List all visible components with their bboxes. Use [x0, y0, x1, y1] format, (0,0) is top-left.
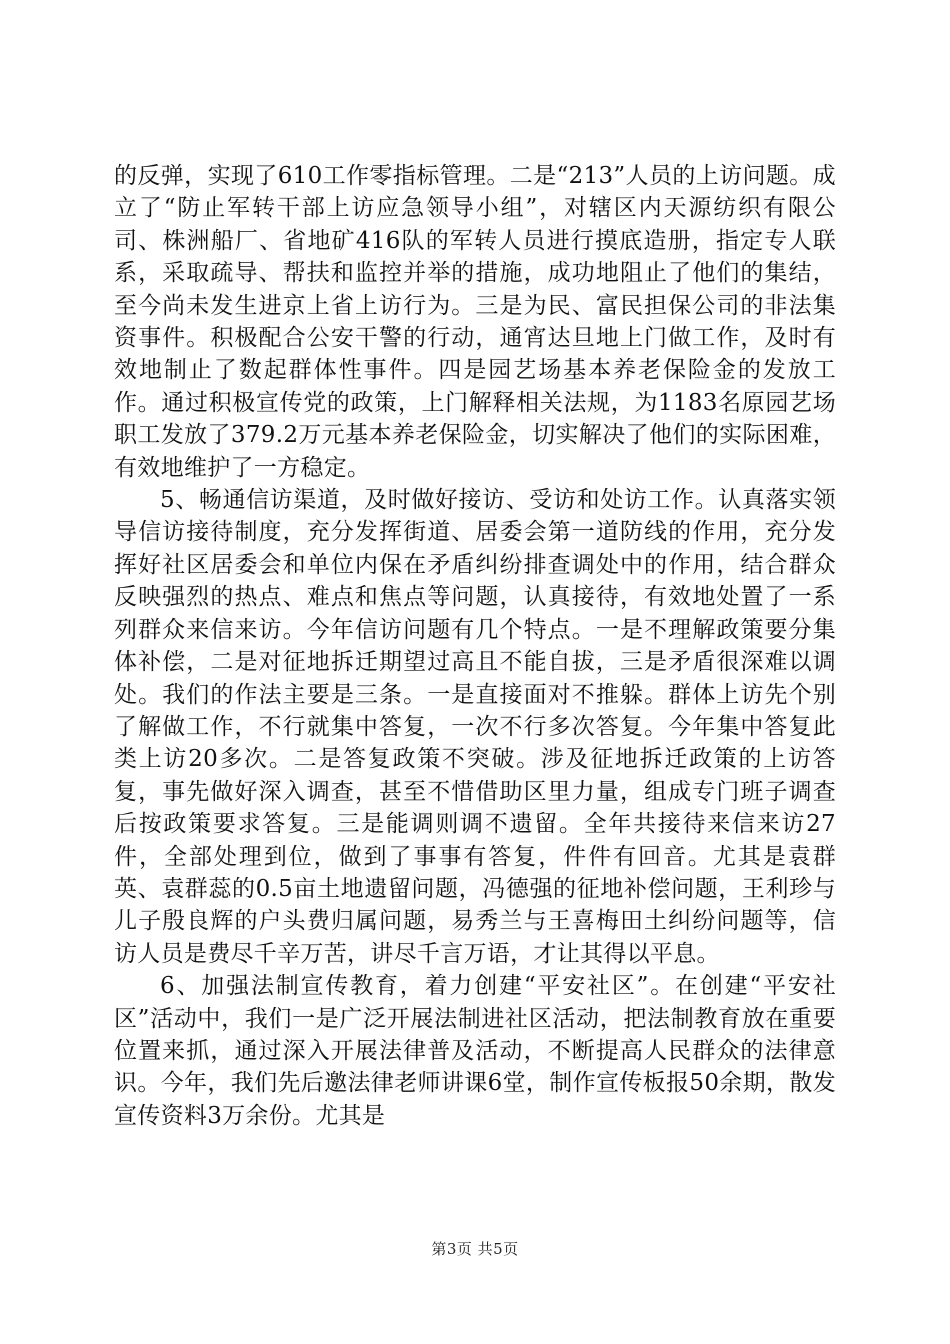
paragraph-2: 5、畅通信访渠道，及时做好接访、受访和处访工作。认真落实领导信访接待制度，充分发挥街道、居委会第一道防线的作用，充分发挥好社区居委会和单位内保在矛盾纠纷排查调处中的作用，结合群众反映强烈的热点、难点和焦点等问题，认真接待，有效地处置了一系列群众来信来访。今年信访问题有几个特点。一是不理解政策要分集体补偿，二是对征地拆迁期望过高且不能自拔，三是矛盾很深难以调处。我们的作法主要是三条。一是直接面对不推躲。群体上访先个别了解做工作，不行就集中答复，一次不行多次答复。今年集中答复此类上访20多次。二是答复政策不突破。涉及征地拆迁政策的上访答复，事先做好深入调查，甚至不惜借助区里力量，组成专门班子调查后按政策要求答复。三是能调则调不遗留。全年共接待来信来访27件，全部处理到位，做到了事事有答复，件件有回音。尤其是袁群英、袁群蕊的0.5亩土地遗留问题，冯德强的征地补偿问题，王利珍与儿子殷良辉的户头费归属问题，易秀兰与王喜梅田土纠纷问题等，信访人员是费尽千辛万苦，讲尽千言万语，才让其得以平息。	[114, 487, 836, 967]
page-footer: 第3页 共5页	[431, 1240, 519, 1258]
document-body	[114, 160, 836, 1132]
paragraph-3: 6、加强法制宣传教育，着力创建“平安社区”。在创建“平安社区”活动中，我们一是广泛开展法制进社区活动，把法制教育放在重要位置来抓，通过深入开展法律普及活动，不断提高人民群众的法律意识。今年，我们先后邀法律老师讲课6堂，制作宣传板报50余期，散发宣传资料3万余份。尤其是	[114, 973, 836, 1129]
paragraph-1: 的反弹，实现了610工作零指标管理。二是“213”人员的上访问题。成立了“防止军转干部上访应急领导小组”，对辖区内天源纺织有限公司、株洲船厂、省地矿416队的军转人员进行摸底造册，指定专人联系，采取疏导、帮扶和监控并举的措施，成功地阻止了他们的集结，至今尚未发生进京上省上访行为。三是为民、富民担保公司的非法集资事件。积极配合公安干警的行动，通宵达旦地上门做工作，及时有效地制止了数起群体性事件。四是园艺场基本养老保险金的发放工作。通过积极宣传党的政策，上门解释相关法规，为1183名原园艺场职工发放了379.2万元基本养老保险金，切实解决了他们的实际困难，有效地维护了一方稳定。	[114, 163, 836, 481]
